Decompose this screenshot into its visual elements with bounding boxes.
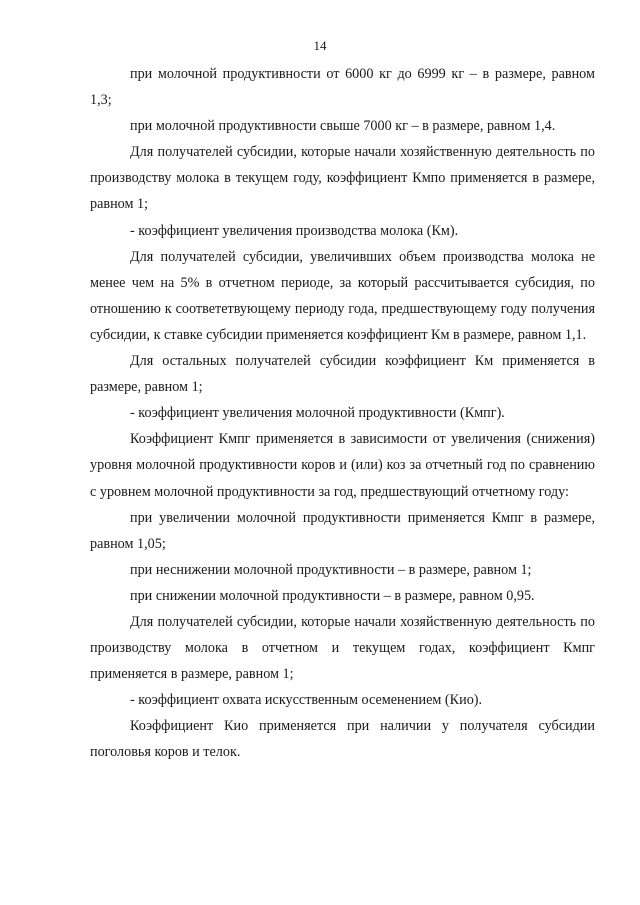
paragraph-kmpo-new-producers: Для получателей субсидии, которые начали хозяйственную деятельность по производству молока в текущем году, коэффициент Кмпо применяется в размере, равном 1;	[90, 144, 595, 213]
paragraph-kmpg-heading: - коэффициент увеличения молочной продуктивности (Кмпг).	[130, 405, 505, 422]
paragraph-km-increase: Для получателей субсидии, увеличивших объем производства молока не менее чем на 5% в отчетном периоде, за который рассчитывается субсидия, по отношению к соответетвующему периоду года, предшествующему году получения субсидии, к ставке субсидии применяется коэффициент Км в размере, равном 1,1.	[90, 248, 595, 343]
document-body	[90, 61, 595, 766]
paragraph-kmpg-decrease: при снижении молочной продуктивности – в размере, равном 0,95.	[130, 587, 535, 604]
paragraph-kmpg-no-decrease: при неснижении молочной продуктивности – в размере, равном 1;	[130, 561, 532, 578]
paragraph-km-heading: - коэффициент увеличения производства молока (Км).	[130, 222, 459, 239]
paragraph-km-others: Для остальных получателей субсидии коэффициент Км применяется в размере, равном 1;	[90, 353, 595, 396]
paragraph-kmpg-description: Коэффициент Кмпг применяется в зависимости от увеличения (снижения) уровня молочной продуктивности коров и (или) коз за отчетный год по сравнению с уровнем молочной продуктивности за год, предшествующий отчетному году:	[90, 431, 595, 500]
paragraph-kio-description: Коэффициент Кио применяется при наличии у получателя субсидии поголовья коров и телок.	[90, 718, 595, 761]
paragraph-kmpg-increase: при увеличении молочной продуктивности применяется Кмпг в размере, равном 1,05;	[90, 509, 595, 552]
page-number: 14	[313, 38, 327, 53]
paragraph-kio-heading: - коэффициент охвата искусственным осеменением (Кио).	[130, 692, 483, 709]
paragraph-kmpg-new-producers: Для получателей субсидии, которые начали хозяйственную деятельность по производству молока в отчетном и текущем годах, коэффициент Кмпг применяется в размере, равном 1;	[90, 613, 595, 683]
paragraph-milk-6000-6999: при молочной продуктивности от 6000 кг до 6999 кг – в размере, равном 1,3;	[90, 66, 595, 109]
paragraph-milk-over-7000: при молочной продуктивности свыше 7000 кг – в размере, равном 1,4.	[130, 118, 556, 135]
